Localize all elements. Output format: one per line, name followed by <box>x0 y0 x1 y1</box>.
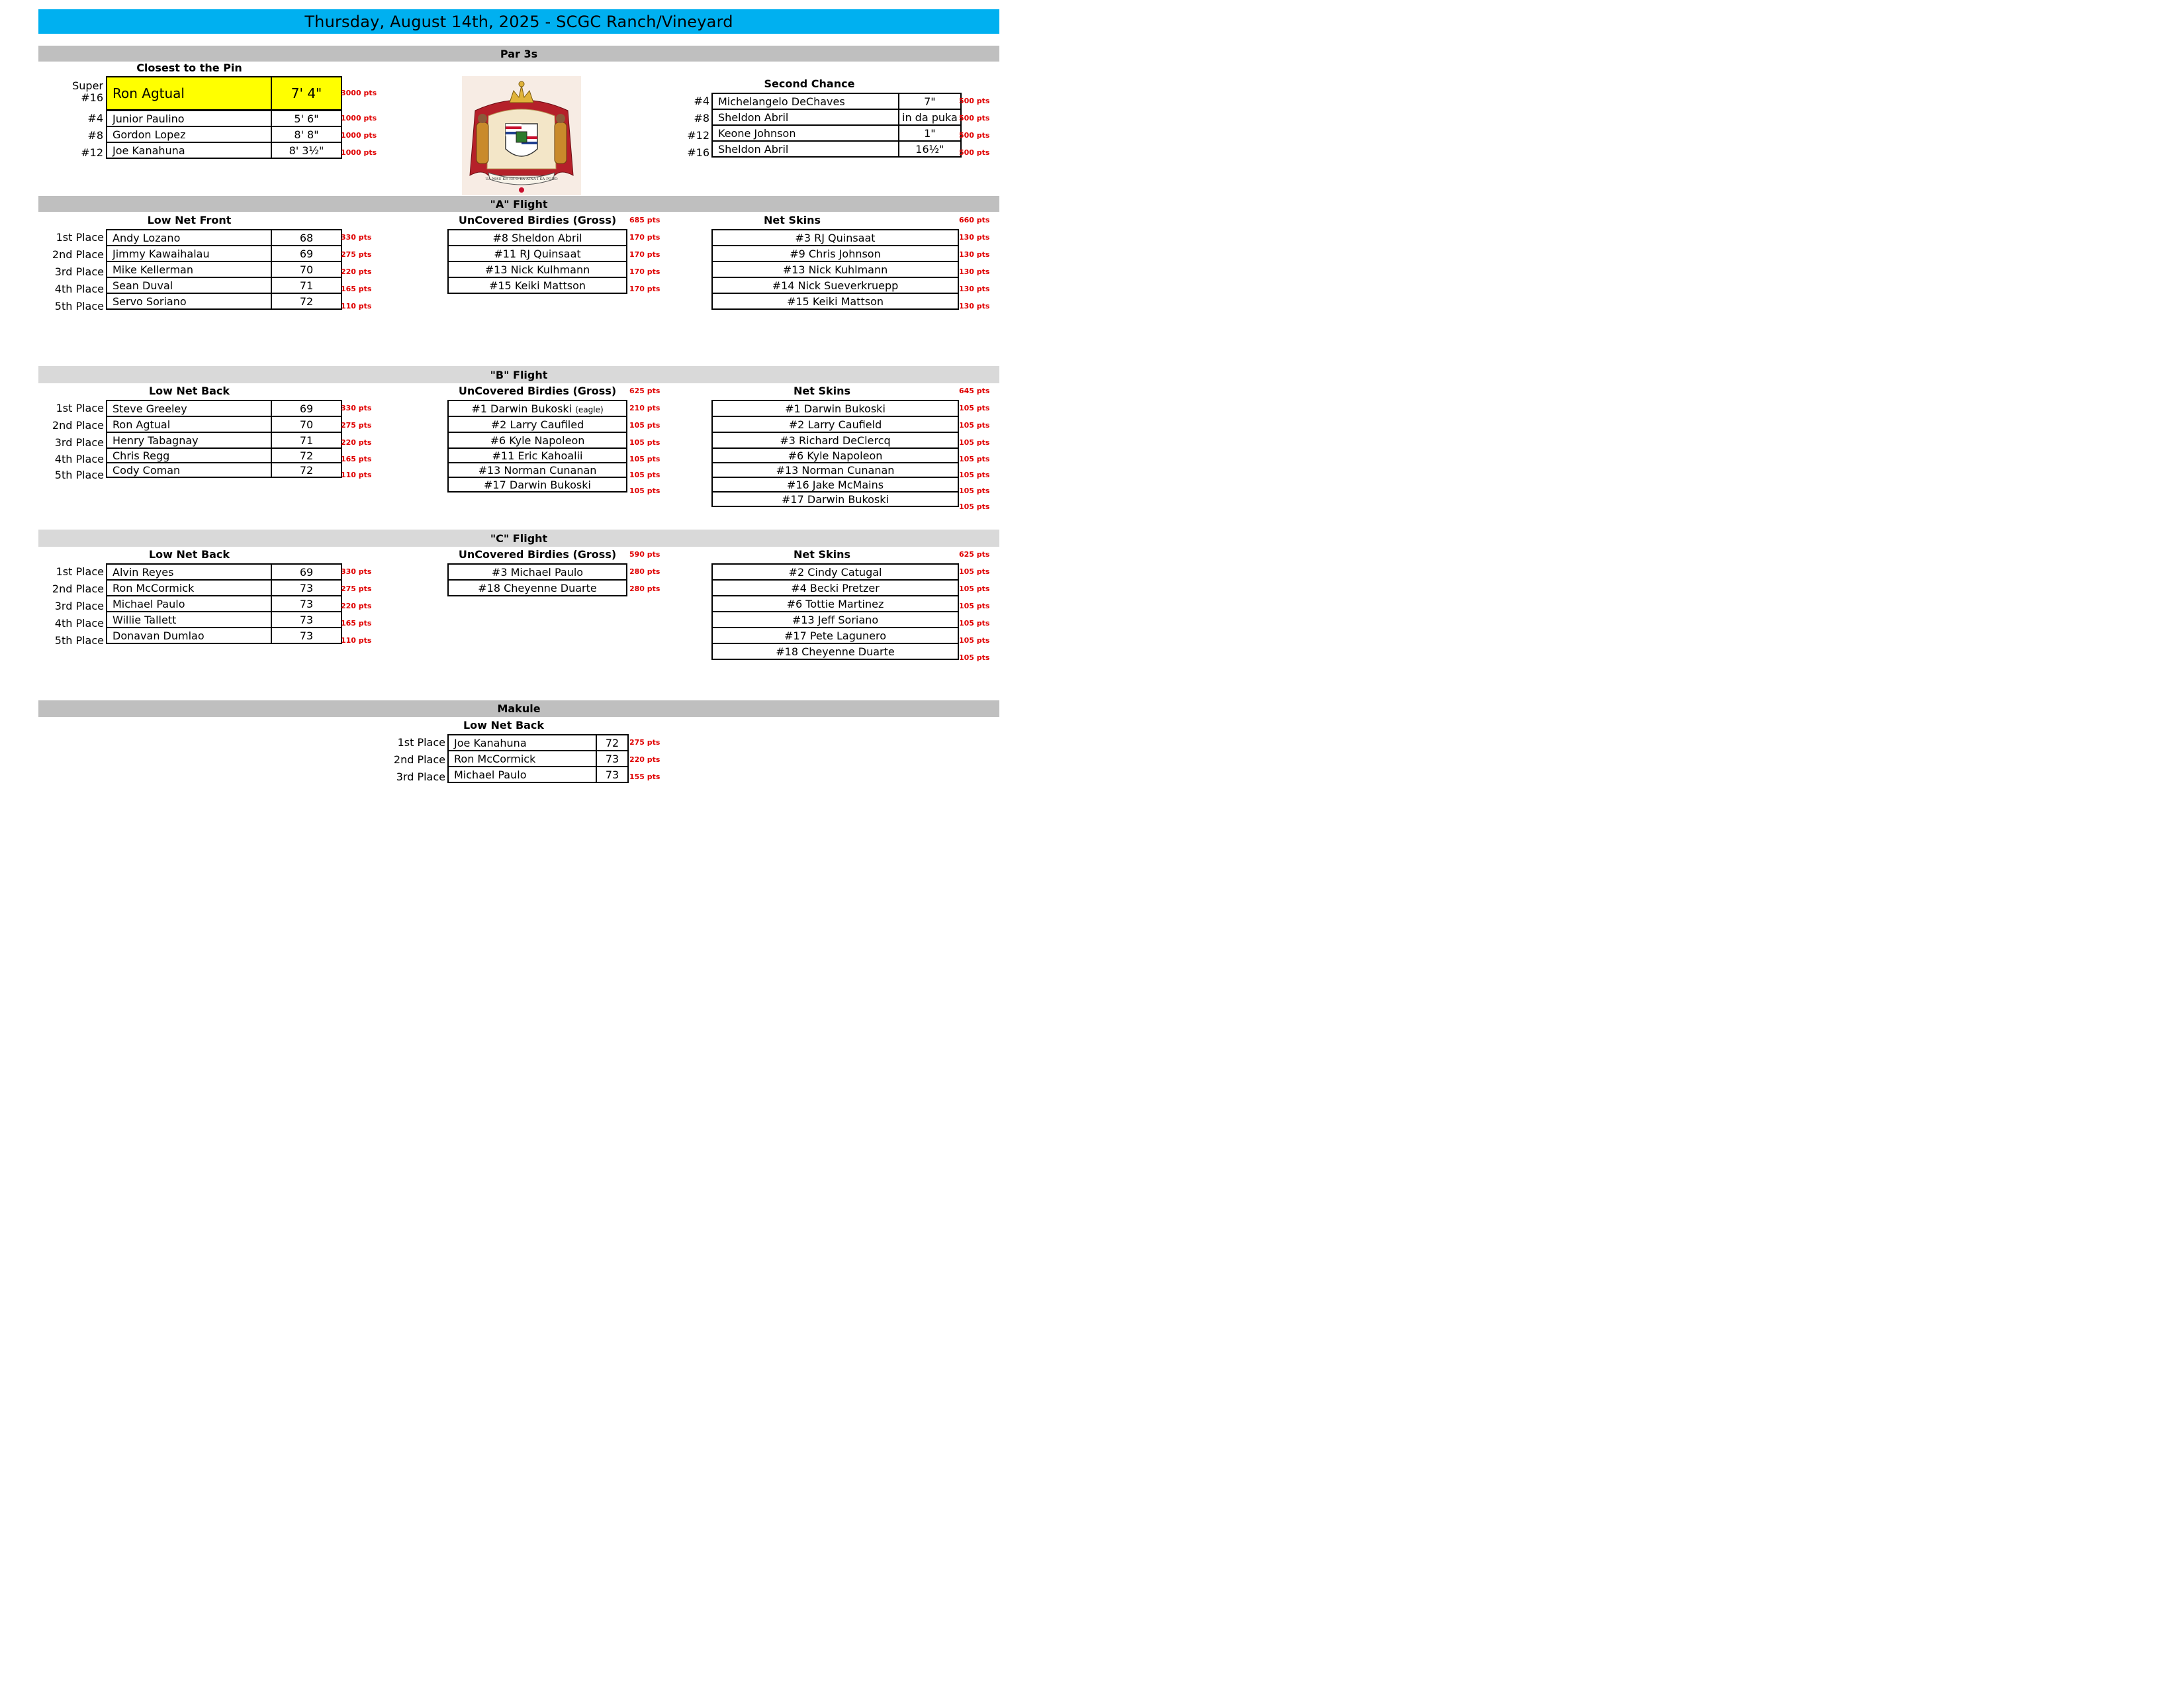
makule-table <box>447 734 629 783</box>
table-row <box>107 463 341 477</box>
c-skins-header: Net Skins <box>793 548 851 561</box>
score: 70 <box>271 416 341 432</box>
birdie-entry: #15 Keiki Mattson <box>448 277 627 293</box>
closest-to-pin-header: Closest to the Pin <box>136 62 242 74</box>
score: 73 <box>271 612 341 628</box>
player-name: Steve Greeley <box>107 400 271 416</box>
a-low-net-table <box>106 229 342 310</box>
a-skins-header: Net Skins <box>763 214 821 226</box>
table-row <box>448 463 627 477</box>
player-name: Cody Coman <box>107 463 271 477</box>
player-name: Michelangelo DeChaves <box>712 93 899 109</box>
table-row <box>107 596 341 612</box>
table-row <box>712 580 958 596</box>
player-name: Joe Kanahuna <box>448 735 596 751</box>
b-skins-points: 105 pts 105 pts 105 pts 105 pts 105 pts 105 pts 105 pts <box>959 404 990 511</box>
svg-text:UA MAU KE EA O KA AINA I KA PO: UA MAU KE EA O KA AINA I KA PONO <box>485 177 558 181</box>
distance: 8' 3½" <box>271 142 341 158</box>
player-name: Sheldon Abril <box>712 109 899 125</box>
c-birdies-table <box>447 563 627 596</box>
section-band-b-flight: "B" Flight <box>38 366 999 383</box>
super-points: 3000 pts <box>341 89 377 97</box>
score: 70 <box>271 261 341 277</box>
skin-entry: #15 Keiki Mattson <box>712 293 958 309</box>
table-row <box>448 477 627 492</box>
skin-entry: #16 Jake McMains <box>712 477 958 492</box>
distance: 5' 6" <box>271 111 341 126</box>
page-title: Thursday, August 14th, 2025 - SCGC Ranch/Vineyard <box>38 9 999 34</box>
score: 73 <box>271 596 341 612</box>
skin-entry: #9 Chris Johnson <box>712 246 958 261</box>
player-name: Junior Paulino <box>107 111 271 126</box>
birdie-entry: #1 Darwin Bukoski (eagle) <box>448 400 627 416</box>
birdie-entry: #13 Norman Cunanan <box>448 463 627 477</box>
hawaii-coat-of-arms-image <box>462 76 581 195</box>
player-name: Keone Johnson <box>712 125 899 141</box>
table-row <box>448 564 627 580</box>
super-winner-name: Ron Agtual <box>107 77 271 110</box>
table-row <box>107 230 341 246</box>
skin-entry: #2 Cindy Catugal <box>712 564 958 580</box>
c-birdies-points: 280 pts 280 pts <box>629 567 660 593</box>
b-birdies-points: 210 pts 105 pts 105 pts 105 pts 105 pts 105 pts <box>629 404 660 495</box>
super-label: Super #16 <box>72 79 103 104</box>
b-low-net-header: Low Net Back <box>148 385 230 397</box>
player-name: Alvin Reyes <box>107 564 271 580</box>
birdie-entry: #3 Michael Paulo <box>448 564 627 580</box>
b-skins-table <box>711 400 959 507</box>
player-name: Ron Agtual <box>107 416 271 432</box>
score: 73 <box>596 751 628 767</box>
skin-entry: #1 Darwin Bukoski <box>712 400 958 416</box>
second-chance-points: 500 pts 500 pts 500 pts 500 pts <box>959 97 990 157</box>
distance: 7" <box>899 93 961 109</box>
b-low-net-table <box>106 400 342 478</box>
b-low-net-points: 330 pts 275 pts 220 pts 165 pts 110 pts <box>341 404 372 479</box>
score: 73 <box>271 580 341 596</box>
table-row <box>712 261 958 277</box>
player-name: Donavan Dumlao <box>107 628 271 643</box>
makule-low-net-header: Low Net Back <box>463 719 545 731</box>
table-row <box>712 400 958 416</box>
eagle-note: (eagle) <box>575 404 604 414</box>
score: 68 <box>271 230 341 246</box>
c-low-net-header: Low Net Back <box>148 548 230 561</box>
makule-points: 275 pts 220 pts 155 pts <box>629 738 660 781</box>
player-name: Ron McCormick <box>448 751 596 767</box>
birdie-entry: #17 Darwin Bukoski <box>448 477 627 492</box>
birdie-entry: #11 Eric Kahoalii <box>448 448 627 463</box>
distance: 8' 8" <box>271 126 341 142</box>
table-row <box>712 141 961 157</box>
a-places: 1st Place 2nd Place 3rd Place 4th Place 5th Place <box>52 231 104 312</box>
table-row <box>107 564 341 580</box>
player-name: Michael Paulo <box>107 596 271 612</box>
score: 71 <box>271 277 341 293</box>
table-row <box>107 432 341 448</box>
b-birdies-table <box>447 400 627 492</box>
skin-entry: #6 Kyle Napoleon <box>712 448 958 463</box>
player-name: Henry Tabagnay <box>107 432 271 448</box>
score: 72 <box>596 735 628 751</box>
score: 73 <box>271 628 341 643</box>
a-birdies-table <box>447 229 627 294</box>
birdie-entry: #11 RJ Quinsaat <box>448 246 627 261</box>
c-skins-total: 625 pts <box>959 550 990 559</box>
table-row <box>107 142 341 158</box>
c-skins-table <box>711 563 959 660</box>
player-name: Sean Duval <box>107 277 271 293</box>
table-row <box>107 448 341 463</box>
c-places: 1st Place 2nd Place 3rd Place 4th Place 5th Place <box>52 565 104 647</box>
table-row <box>712 628 958 643</box>
table-row <box>448 261 627 277</box>
ctp-holes: #4 #8 #12 <box>81 112 103 159</box>
a-low-net-header: Low Net Front <box>147 214 232 226</box>
makule-places: 1st Place 2nd Place 3rd Place <box>393 736 445 783</box>
player-name: Willie Tallett <box>107 612 271 628</box>
player-name: Michael Paulo <box>448 767 596 782</box>
table-row <box>448 735 628 751</box>
table-row <box>712 293 958 309</box>
a-birdies-points: 170 pts 170 pts 170 pts 170 pts <box>629 233 660 293</box>
skin-entry: #17 Darwin Bukoski <box>712 492 958 506</box>
skin-entry: #14 Nick Sueverkruepp <box>712 277 958 293</box>
b-skins-total: 645 pts <box>959 387 990 395</box>
table-row <box>712 277 958 293</box>
table-row <box>712 492 958 506</box>
c-skins-points: 105 pts 105 pts 105 pts 105 pts 105 pts 105 pts <box>959 567 990 662</box>
table-row <box>448 246 627 261</box>
player-name: Jimmy Kawaihalau <box>107 246 271 261</box>
b-places: 1st Place 2nd Place 3rd Place 4th Place 5th Place <box>52 402 104 481</box>
b-skins-header: Net Skins <box>793 385 851 397</box>
a-skins-table <box>711 229 959 310</box>
second-chance-table <box>711 93 962 158</box>
birdie-entry: #13 Nick Kulhmann <box>448 261 627 277</box>
table-row <box>107 400 341 416</box>
score: 71 <box>271 432 341 448</box>
player-name: Gordon Lopez <box>107 126 271 142</box>
distance: in da puka <box>899 109 961 125</box>
table-row <box>712 564 958 580</box>
skin-entry: #17 Pete Lagunero <box>712 628 958 643</box>
c-low-net-points: 330 pts 275 pts 220 pts 165 pts 110 pts <box>341 567 372 645</box>
table-row <box>107 293 341 309</box>
table-row <box>712 448 958 463</box>
skin-entry: #4 Becki Pretzer <box>712 580 958 596</box>
table-row <box>712 477 958 492</box>
score: 69 <box>271 246 341 261</box>
table-row <box>448 277 627 293</box>
table-row <box>107 628 341 643</box>
a-birdies-total: 685 pts <box>629 216 660 224</box>
table-row <box>107 261 341 277</box>
score: 69 <box>271 564 341 580</box>
table-row <box>712 463 958 477</box>
section-band-makule: Makule <box>38 700 999 717</box>
c-birdies-header: UnCovered Birdies (Gross) <box>458 548 617 561</box>
birdie-entry: #18 Cheyenne Duarte <box>448 580 627 596</box>
table-row <box>712 230 958 246</box>
table-row <box>448 751 628 767</box>
table-row <box>712 125 961 141</box>
table-row <box>107 111 341 126</box>
player-name: Servo Soriano <box>107 293 271 309</box>
score: 69 <box>271 400 341 416</box>
score: 72 <box>271 448 341 463</box>
a-low-net-points: 330 pts 275 pts 220 pts 165 pts 110 pts <box>341 233 372 310</box>
skin-entry: #13 Jeff Soriano <box>712 612 958 628</box>
skin-entry: #18 Cheyenne Duarte <box>712 643 958 659</box>
table-row <box>107 126 341 142</box>
distance: 1" <box>899 125 961 141</box>
table-row <box>448 767 628 782</box>
table-row <box>712 93 961 109</box>
table-row <box>107 580 341 596</box>
player-name: Mike Kellerman <box>107 261 271 277</box>
table-row <box>107 77 341 110</box>
table-row <box>712 643 958 659</box>
c-low-net-table <box>106 563 342 644</box>
skin-entry: #6 Tottie Martinez <box>712 596 958 612</box>
b-birdies-header: UnCovered Birdies (Gross) <box>458 385 617 397</box>
closest-to-pin-table <box>106 76 342 111</box>
table-row <box>712 246 958 261</box>
table-row <box>712 416 958 432</box>
table-row <box>448 230 627 246</box>
table-row <box>107 277 341 293</box>
player-name: Ron McCormick <box>107 580 271 596</box>
player-name: Andy Lozano <box>107 230 271 246</box>
table-row <box>712 612 958 628</box>
ctp-points: 1000 pts 1000 pts 1000 pts <box>341 114 377 157</box>
a-birdies-header: UnCovered Birdies (Gross) <box>458 214 617 226</box>
c-birdies-total: 590 pts <box>629 550 660 559</box>
table-row <box>107 246 341 261</box>
section-band-par3: Par 3s <box>38 46 999 62</box>
skin-entry: #2 Larry Caufield <box>712 416 958 432</box>
second-chance-header: Second Chance <box>764 77 855 90</box>
table-row <box>448 432 627 448</box>
player-name: Chris Regg <box>107 448 271 463</box>
table-row <box>712 432 958 448</box>
a-skins-total: 660 pts <box>959 216 990 224</box>
player-name: Joe Kanahuna <box>107 142 271 158</box>
table-row <box>107 416 341 432</box>
second-chance-holes: #4 #8 #12 #16 <box>687 95 709 159</box>
section-band-c-flight: "C" Flight <box>38 530 999 547</box>
table-row <box>448 416 627 432</box>
score: 72 <box>271 293 341 309</box>
distance: 16½" <box>899 141 961 157</box>
table-row <box>712 109 961 125</box>
ctp-table <box>106 110 342 159</box>
super-winner-distance: 7' 4" <box>271 77 341 110</box>
section-band-a-flight: "A" Flight <box>38 196 999 212</box>
b-birdies-total: 625 pts <box>629 387 660 395</box>
skin-entry: #3 RJ Quinsaat <box>712 230 958 246</box>
table-row <box>448 448 627 463</box>
skin-entry: #13 Norman Cunanan <box>712 463 958 477</box>
a-skins-points: 130 pts 130 pts 130 pts 130 pts 130 pts <box>959 233 990 310</box>
birdie-entry: #8 Sheldon Abril <box>448 230 627 246</box>
player-name: Sheldon Abril <box>712 141 899 157</box>
table-row <box>712 596 958 612</box>
table-row <box>448 580 627 596</box>
table-row <box>448 400 627 416</box>
score: 72 <box>271 463 341 477</box>
birdie-entry: #2 Larry Caufiled <box>448 416 627 432</box>
birdie-entry: #6 Kyle Napoleon <box>448 432 627 448</box>
skin-entry: #3 Richard DeClercq <box>712 432 958 448</box>
score: 73 <box>596 767 628 782</box>
table-row <box>107 612 341 628</box>
skin-entry: #13 Nick Kuhlmann <box>712 261 958 277</box>
